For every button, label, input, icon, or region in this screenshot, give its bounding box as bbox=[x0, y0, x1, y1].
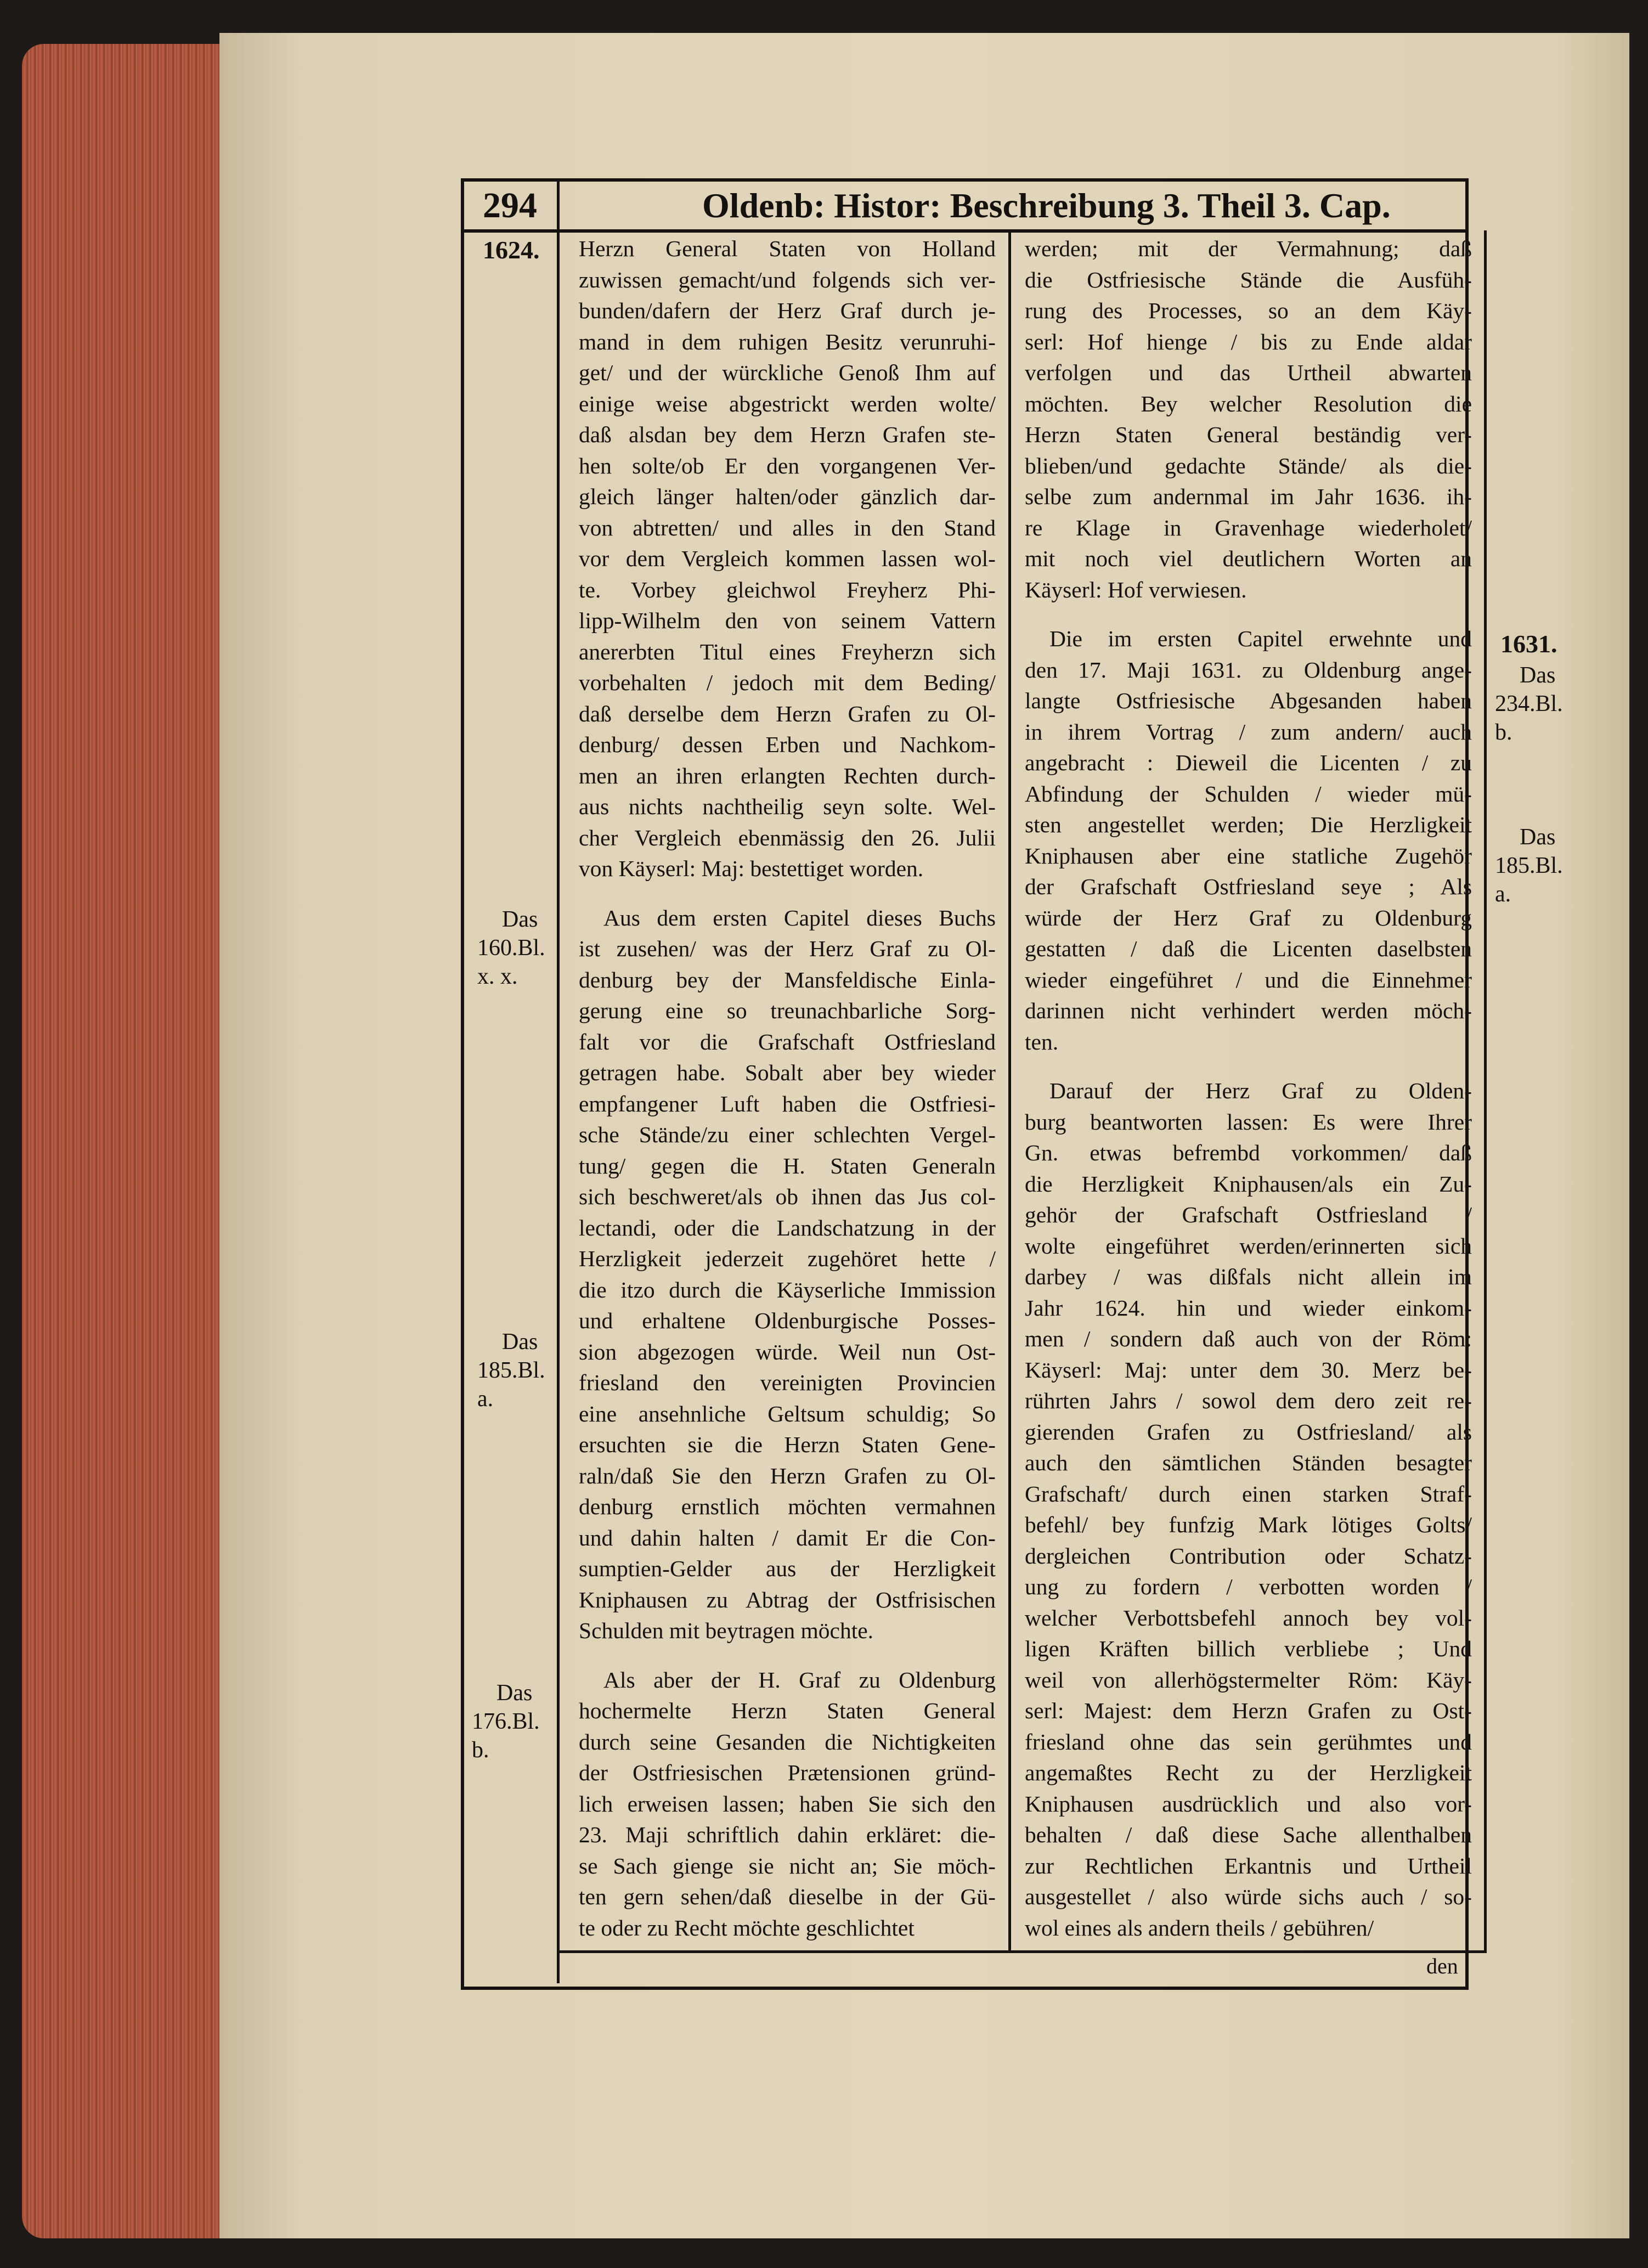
left-margin-rule bbox=[557, 178, 560, 1983]
text-line: und erhaltene Oldenburgische Posses- bbox=[579, 1308, 996, 1333]
paragraph-gap bbox=[579, 1646, 996, 1665]
text-line: von abtretten/ und alles in den Stand bbox=[579, 515, 996, 540]
text-line: ung zu fordern / verbotten worden / bbox=[1025, 1574, 1472, 1599]
text-line: die Ostfriesische Stände die Ausfüh- bbox=[1025, 267, 1472, 292]
text-line: und dahin halten / damit Er die Con- bbox=[579, 1525, 996, 1550]
text-line: möchten. Bey welcher Resolution die bbox=[1025, 391, 1472, 416]
text-line: sten angestellet werden; Die Herzligkeit bbox=[1025, 812, 1472, 837]
text-line: te oder zu Recht möchte geschlichtet bbox=[579, 1915, 915, 1940]
margin-note-line: 234.Bl. bbox=[1495, 691, 1563, 716]
text-line: gerung eine so treunachbarliche Sorg- bbox=[579, 998, 996, 1023]
text-line: welcher Verbottsbefehl annoch bey vol- bbox=[1025, 1605, 1472, 1631]
text-line: empfangener Luft haben die Ostfriesi- bbox=[579, 1091, 996, 1116]
text-line: burg beantworten lassen: Es were Ihrer bbox=[1025, 1109, 1472, 1135]
text-line: durch seine Gesanden die Nichtigkeiten bbox=[579, 1729, 996, 1754]
margin-note-line: Das bbox=[502, 1329, 538, 1355]
text-line: te. Vorbey gleichwol Freyherz Phi- bbox=[579, 577, 996, 602]
text-line: wol eines als andern theils / gebühren/ bbox=[1025, 1915, 1374, 1940]
text-line: daß derselbe dem Herzn Grafen zu Ol- bbox=[579, 701, 996, 726]
margin-year-right: 1631. bbox=[1500, 630, 1557, 658]
text-line: denburg bey der Mansfeldische Einla- bbox=[579, 967, 996, 992]
text-line: aus nichts nachtheilig seyn solte. Wel- bbox=[579, 794, 996, 819]
text-line: Als aber der H. Graf zu Oldenburg bbox=[603, 1667, 996, 1692]
text-line: re Klage in Gravenhage wiederholet/ bbox=[1025, 515, 1472, 540]
catchword: den bbox=[1426, 1954, 1458, 1978]
text-line: bunden/dafern der Herz Graf durch je- bbox=[579, 298, 996, 323]
text-line: Herzn General Staten von Holland bbox=[579, 236, 996, 261]
text-line: Jahr 1624. hin und wieder einkom- bbox=[1025, 1295, 1472, 1321]
text-line: 23. Maji schriftlich dahin erkläret: die- bbox=[579, 1822, 996, 1847]
text-line: daß alsdan bey dem Herzn Grafen ste- bbox=[579, 422, 996, 447]
text-line: selbe zum andernmal im Jahr 1636. ih- bbox=[1025, 484, 1472, 509]
text-line: vorbehalten / jedoch mit dem Beding/ bbox=[579, 670, 996, 695]
text-line: get/ und der würckliche Genoß Ihm auf bbox=[579, 360, 996, 385]
text-line: ersuchten sie die Herzn Staten Gene- bbox=[579, 1432, 996, 1457]
margin-note bbox=[1495, 661, 1563, 747]
text-line: falt vor die Grafschaft Ostfriesland bbox=[579, 1029, 996, 1054]
paragraph-gap bbox=[1025, 1057, 1472, 1075]
page-number: 294 bbox=[483, 185, 537, 225]
text-line: vor dem Vergleich kommen lassen wol- bbox=[579, 546, 996, 571]
text-line: friesland den vereinigten Provincien bbox=[579, 1370, 996, 1395]
text-line: blieben/und gedachte Stände/ als die- bbox=[1025, 453, 1472, 478]
margin-note-line: Das bbox=[1520, 825, 1556, 850]
column-divider bbox=[1008, 230, 1011, 1950]
text-line: anererbten Titul eines Freyherzn sich bbox=[579, 639, 996, 664]
text-line: gierenden Grafen zu Ostfriesland/ als bbox=[1025, 1419, 1472, 1445]
text-line: se Sach gienge sie nicht an; Sie möch- bbox=[579, 1853, 996, 1878]
text-line: rung des Processes, so an dem Käy- bbox=[1025, 298, 1472, 323]
text-line: angebracht : Dieweil die Licenten / zu bbox=[1025, 750, 1472, 775]
text-line: gestatten / daß die Licenten daselbsten bbox=[1025, 936, 1472, 961]
text-line: Grafschaft/ durch einen starken Straf- bbox=[1025, 1481, 1472, 1507]
text-line: sche Stände/zu einer schlechten Vergel- bbox=[579, 1122, 996, 1147]
text-line: behalten / daß diese Sache allenthalben bbox=[1025, 1822, 1472, 1847]
margin-note-line: 185.Bl. bbox=[1495, 853, 1563, 878]
paragraph-gap bbox=[579, 884, 996, 902]
text-line: men / sondern daß auch von der Röm: bbox=[1025, 1326, 1472, 1351]
margin-note bbox=[1495, 823, 1563, 909]
text-line: cher Vergleich ebenmässig den 26. Julii bbox=[579, 825, 996, 850]
text-line: ten gern sehen/daß dieselbe in der Gü- bbox=[579, 1884, 996, 1909]
text-line: Gn. etwas befrembd vorkommen/ daß bbox=[1025, 1140, 1472, 1165]
margin-note-line: b. bbox=[472, 1737, 489, 1763]
text-line: gehör der Grafschaft Ostfriesland / bbox=[1025, 1202, 1472, 1227]
text-line: serl: Majest: dem Herzn Grafen zu Ost- bbox=[1025, 1698, 1472, 1723]
text-line: ligen Kräften billich verbliebe ; Und bbox=[1025, 1636, 1472, 1661]
text-line: denburg ernstlich möchten vermahnen bbox=[579, 1494, 996, 1519]
text-line: die Herzligkeit Kniphausen/als ein Zu- bbox=[1025, 1171, 1472, 1197]
text-line: men an ihren erlangten Rechten durch- bbox=[579, 763, 996, 788]
text-line: Schulden mit beytragen möchte. bbox=[579, 1618, 874, 1643]
margin-note-line: Das bbox=[496, 1680, 533, 1706]
text-line: einige weise abgestrickt werden wolte/ bbox=[579, 391, 996, 416]
text-line: gleich länger halten/oder gänzlich dar- bbox=[579, 484, 996, 509]
text-line: würde der Herz Graf zu Oldenburg bbox=[1025, 905, 1472, 930]
margin-note bbox=[477, 1328, 545, 1413]
text-line: Herzligkeit jederzeit zugehöret hette / bbox=[579, 1246, 996, 1271]
margin-note-line: b. bbox=[1495, 720, 1512, 745]
text-line: ist zusehen/ was der Herz Graf zu Ol- bbox=[579, 936, 996, 961]
text-line: denburg/ dessen Erben und Nachkom- bbox=[579, 732, 996, 757]
text-line: rührten Jahrs / sowol dem dero zeit re- bbox=[1025, 1388, 1472, 1413]
text-line: angemaßtes Recht zu der Herzligkeit bbox=[1025, 1760, 1472, 1785]
book-page-edges bbox=[22, 44, 241, 2238]
text-line: ten. bbox=[1025, 1029, 1059, 1054]
margin-note-line: a. bbox=[1495, 882, 1511, 907]
text-line: Kniphausen aber eine statliche Zugehör bbox=[1025, 843, 1472, 868]
text-line: wieder eingeführet / und die Einnehmer bbox=[1025, 967, 1472, 992]
bottom-rule bbox=[557, 1950, 1487, 1953]
text-line: sion abgezogen würde. Weil nun Ost- bbox=[579, 1339, 996, 1364]
text-line: raln/daß Sie den Herzn Grafen zu Ol- bbox=[579, 1463, 996, 1488]
text-line: zuwissen gemacht/und folgends sich ver- bbox=[579, 267, 996, 292]
text-line: lectandi, oder die Landschatzung in der bbox=[579, 1215, 996, 1240]
text-line: Aus dem ersten Capitel dieses Buchs bbox=[603, 905, 996, 930]
text-line: friesland ohne das sein gerühmtes und bbox=[1025, 1729, 1472, 1754]
text-line: hochermelte Herzn Staten General bbox=[579, 1698, 996, 1723]
margin-note-line: Das bbox=[1520, 663, 1556, 688]
text-line: die itzo durch die Käyserliche Immission bbox=[579, 1277, 996, 1302]
text-line: Herzn Staten General beständig ver- bbox=[1025, 422, 1472, 447]
text-line: weil von allerhögstermelter Röm: Käy- bbox=[1025, 1667, 1472, 1692]
text-line: eine ansehnliche Geltsum schuldig; So bbox=[579, 1401, 996, 1426]
text-line: befehl/ bey funfzig Mark lötiges Golts/ bbox=[1025, 1512, 1472, 1537]
text-line: hen solte/ob Er den vorgangenen Ver- bbox=[579, 453, 996, 478]
text-line: Abfindung der Schulden / wieder mü- bbox=[1025, 781, 1472, 806]
text-line: Darauf der Herz Graf zu Olden- bbox=[1049, 1078, 1472, 1103]
margin-note-line: 160.Bl. bbox=[477, 935, 545, 961]
text-line: Käyserl: Maj: unter dem 30. Merz be- bbox=[1025, 1357, 1472, 1383]
text-line: wolte eingeführet werden/erinnerten sich bbox=[1025, 1233, 1472, 1259]
text-line: Kniphausen zu Abtrag der Ostfrisischen bbox=[579, 1587, 996, 1612]
text-line: zur Rechtlichen Erkantnis und Urtheil bbox=[1025, 1853, 1472, 1878]
text-line: lich erweisen lassen; haben Sie sich den bbox=[579, 1791, 996, 1816]
margin-note-line: x. x. bbox=[477, 964, 518, 989]
running-title: Oldenb: Histor: Beschreibung 3. Theil 3. Cap. bbox=[702, 186, 1391, 225]
text-column-left bbox=[579, 233, 996, 1943]
text-line: auch den sämtlichen Ständen besagter bbox=[1025, 1450, 1472, 1475]
text-line: getragen habe. Sobalt aber bey wieder bbox=[579, 1060, 996, 1085]
text-line: sumptien-Gelder aus der Herzligkeit bbox=[579, 1556, 996, 1581]
text-line: mit noch viel deutlichern Worten an bbox=[1025, 546, 1472, 571]
margin-note-line: 176.Bl. bbox=[472, 1709, 540, 1734]
text-line: von Käyserl: Maj: bestettiget worden. bbox=[579, 856, 924, 881]
margin-note-line: Das bbox=[502, 907, 538, 932]
margin-note-line: a. bbox=[477, 1386, 494, 1412]
text-line: Die im ersten Capitel erwehnte und bbox=[1049, 626, 1472, 651]
text-line: verfolgen und das Urtheil abwarten bbox=[1025, 360, 1472, 385]
text-line: Kniphausen ausdrücklich und also vor- bbox=[1025, 1791, 1472, 1816]
text-line: sich beschweret/als ob ihnen das Jus col- bbox=[579, 1184, 996, 1209]
text-line: serl: Hof hienge / bis zu Ende aldar bbox=[1025, 329, 1472, 354]
right-margin-rule bbox=[1484, 230, 1487, 1950]
text-line: ausgestellet / also würde sichs auch / so- bbox=[1025, 1884, 1472, 1909]
paragraph-gap bbox=[1025, 605, 1472, 623]
text-line: tung/ gegen die H. Staten Generaln bbox=[579, 1153, 996, 1178]
text-line: mand in dem ruhigen Besitz verunruhi- bbox=[579, 329, 996, 354]
margin-note bbox=[472, 1679, 540, 1764]
text-line: in ihrem Vortrag / zum andern/ auch bbox=[1025, 719, 1472, 744]
text-line: darbey / was dißfals nicht allein im bbox=[1025, 1264, 1472, 1289]
text-line: lipp-Wilhelm den von seinem Vattern bbox=[579, 608, 996, 633]
text-line: den 17. Maji 1631. zu Oldenburg ange- bbox=[1025, 657, 1472, 682]
text-line: der Grafschaft Ostfriesland seye ; Als bbox=[1025, 874, 1472, 899]
text-line: darinnen nicht verhindert werden möch- bbox=[1025, 998, 1472, 1023]
text-line: werden; mit der Vermahnung; daß bbox=[1025, 236, 1472, 261]
margin-note bbox=[477, 905, 545, 991]
text-line: langte Ostfriesische Abgesanden haben bbox=[1025, 688, 1472, 713]
text-line: dergleichen Contribution oder Schatz- bbox=[1025, 1543, 1472, 1569]
text-line: Käyserl: Hof verwiesen. bbox=[1025, 577, 1247, 602]
margin-note-line: 185.Bl. bbox=[477, 1358, 545, 1383]
margin-year-left: 1624. bbox=[483, 236, 540, 264]
text-line: der Ostfriesischen Prætensionen gründ- bbox=[579, 1760, 996, 1785]
text-column-right bbox=[1025, 233, 1472, 1943]
